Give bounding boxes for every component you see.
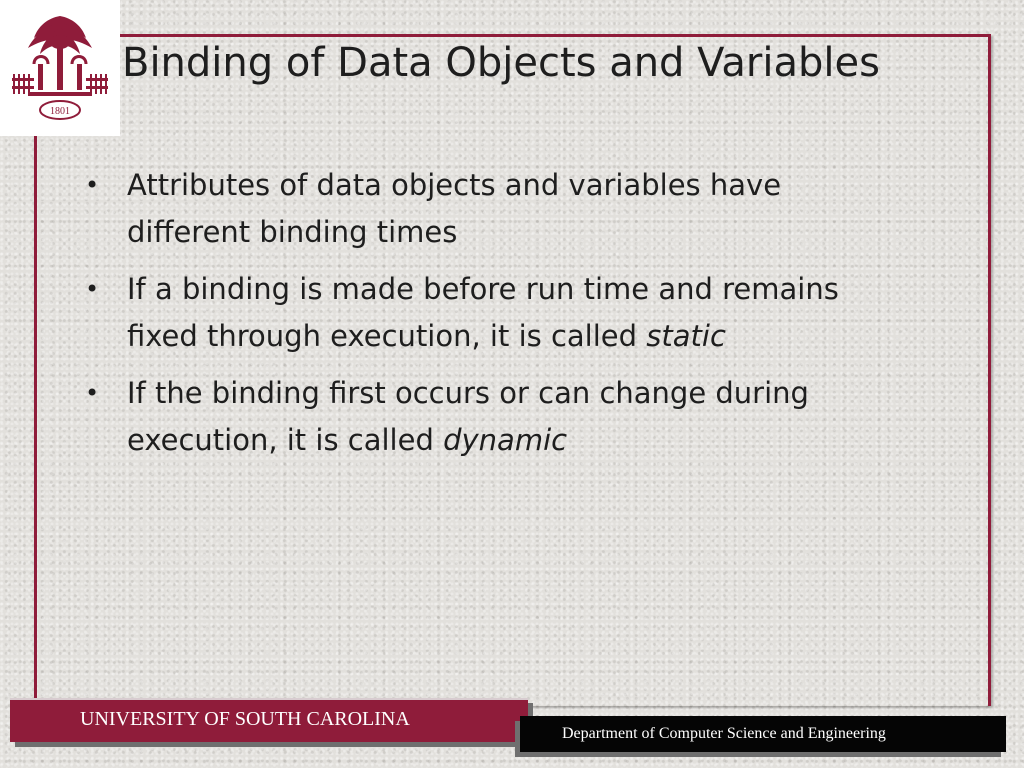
bullet-item — [85, 162, 895, 256]
bullet-item — [85, 266, 895, 360]
palmetto-logo-icon — [8, 8, 112, 128]
bullet-text: Attributes of data objects and variables have different binding times — [127, 168, 782, 249]
bullet-emphasis: static — [646, 319, 726, 353]
bullet-icon: • — [85, 275, 100, 303]
bullet-item — [85, 370, 895, 464]
university-footer-banner — [10, 698, 528, 742]
bullet-text: If a binding is made before run time and remains fixed through execution, it is called — [127, 272, 839, 353]
logo-year: 1801 — [50, 106, 70, 117]
slide-title: Binding of Data Objects and Variables — [122, 40, 880, 86]
bullet-icon: • — [85, 171, 100, 199]
bullet-text: If the binding first occurs or can change during execution, it is called — [127, 376, 809, 457]
department-footer-banner — [520, 716, 1006, 752]
bullet-emphasis: dynamic — [443, 423, 568, 457]
bullet-list — [85, 162, 895, 474]
university-logo — [0, 0, 120, 136]
bullet-icon: • — [85, 379, 100, 407]
department-name: Department of Computer Science and Engineering — [562, 725, 886, 742]
university-name: UNIVERSITY OF SOUTH CAROLINA — [80, 708, 410, 730]
